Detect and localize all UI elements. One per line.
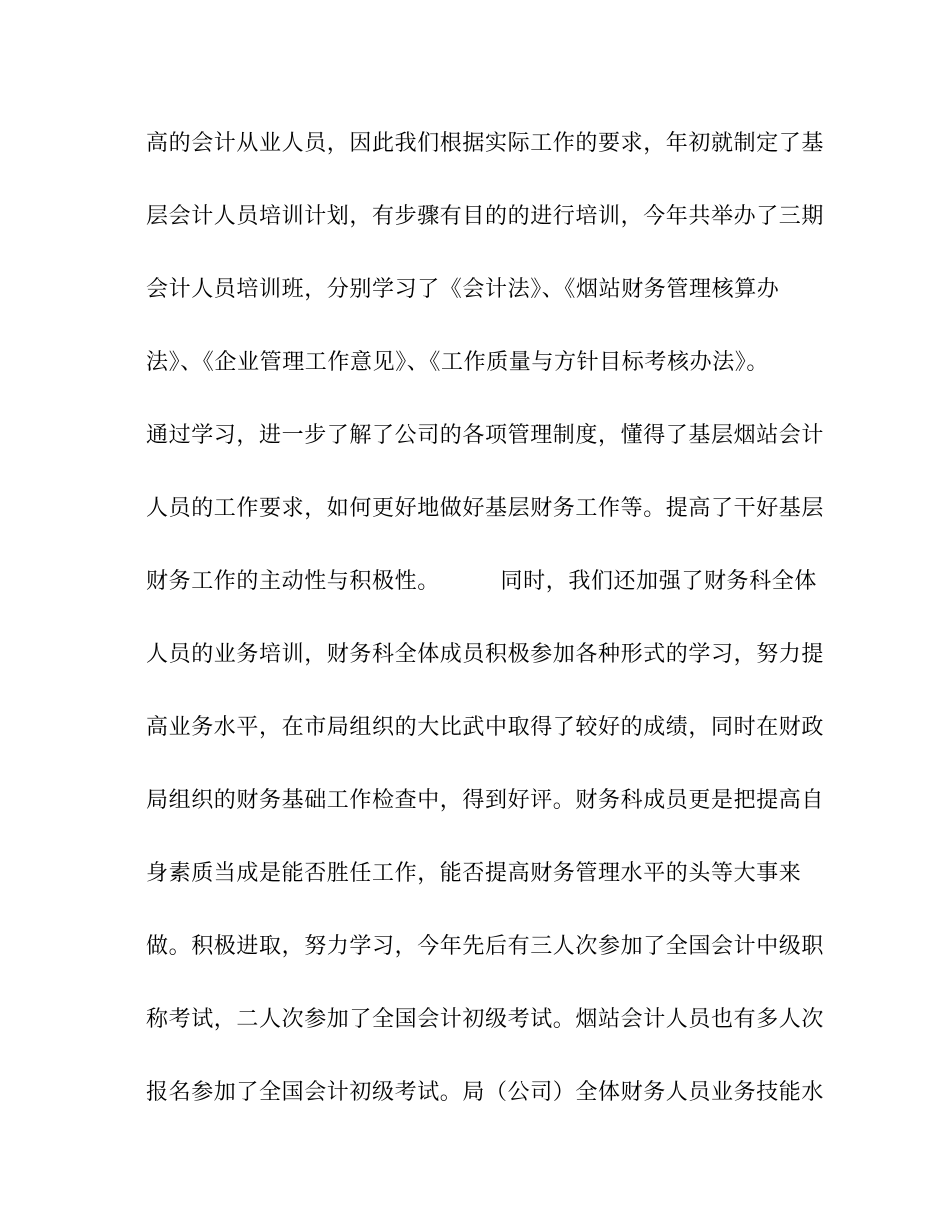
text-line: 财务工作的主动性与积极性。 同时，我们还加强了财务科全体 xyxy=(146,569,817,594)
text-line: 层会计人员培训计划，有步骤有目的的进行培训，今年共举办了三期 xyxy=(146,204,825,229)
text-line: 身素质当成是能否胜任工作，能否提高财务管理水平的头等大事来 xyxy=(146,861,802,886)
text-line: 局组织的财务基础工作检查中，得到好评。财务科成员更是把提高自 xyxy=(146,788,825,813)
text-line: 高业务水平，在市局组织的大比武中取得了较好的成绩，同时在财政 xyxy=(146,715,825,740)
text-line: 报名参加了全国会计初级考试。局（公司）全体财务人员业务技能水 xyxy=(146,1080,825,1105)
text-line: 人员的业务培训，财务科全体成员积极参加各种形式的学习，努力提 xyxy=(146,642,825,667)
text-line: 通过学习，进一步了解了公司的各项管理制度，懂得了基层烟站会计 xyxy=(146,423,825,448)
text-line: 人员的工作要求，如何更好地做好基层财务工作等。提高了干好基层 xyxy=(146,496,825,521)
text-line: 做。积极进取，努力学习，今年先后有三人次参加了全国会计中级职 xyxy=(146,934,825,959)
text-line: 法》、《企业管理工作意见》、《工作质量与方针目标考核办法》。 xyxy=(146,350,770,375)
text-line: 称考试，二人次参加了全国会计初级考试。烟站会计人员也有多人次 xyxy=(146,1007,825,1032)
body-text xyxy=(146,121,826,1143)
text-line: 会计人员培训班，分别学习了《会计法》、《烟站财务管理核算办 xyxy=(146,277,780,302)
text-line: 高的会计从业人员，因此我们根据实际工作的要求，年初就制定了基 xyxy=(146,131,825,156)
